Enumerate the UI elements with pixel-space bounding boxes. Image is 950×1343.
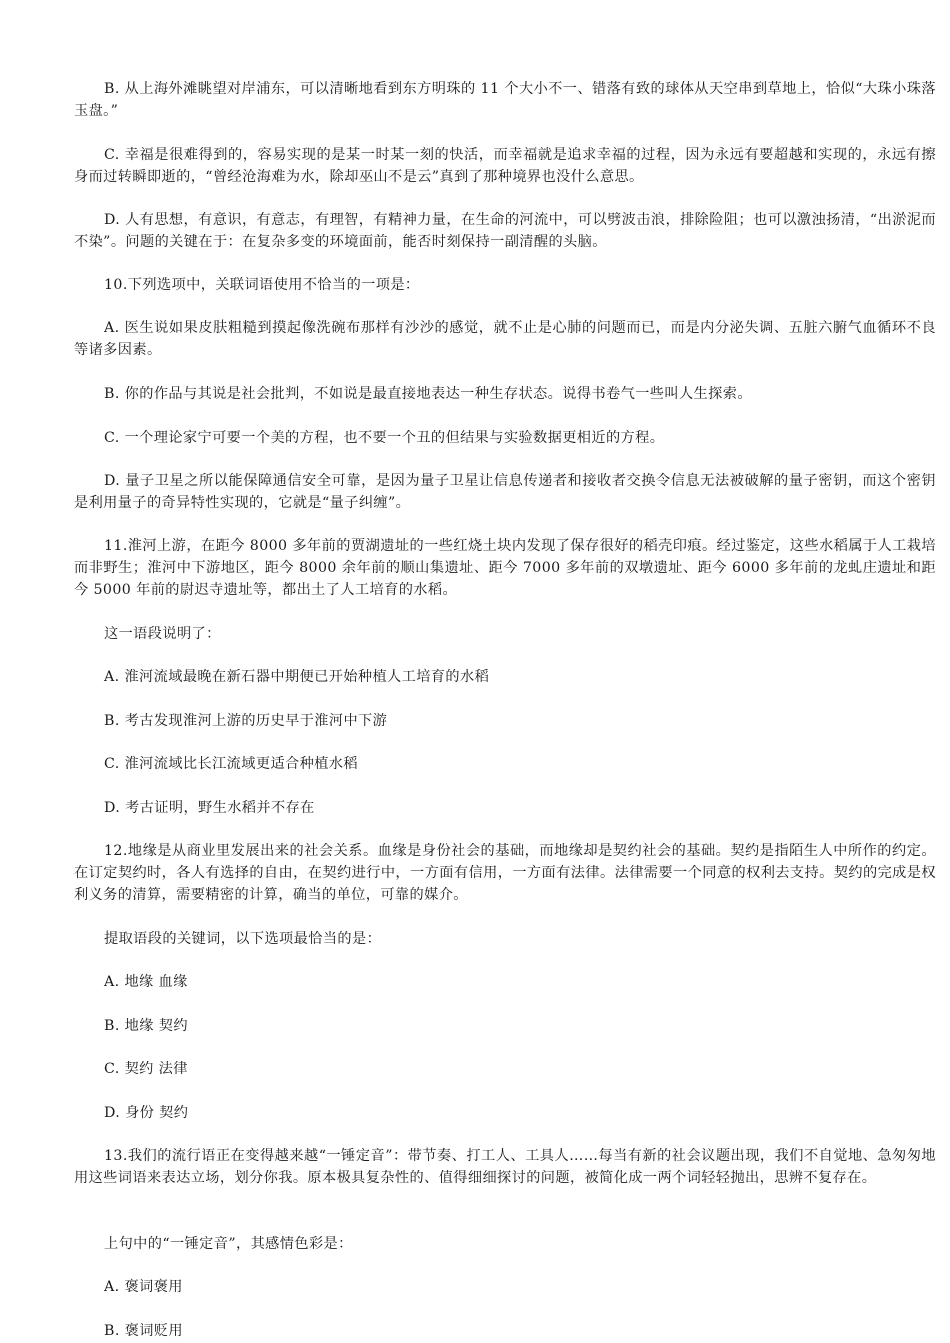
q10-option-d: D. 量子卫星之所以能保障通信安全可靠，是因为量子卫星让信息传递者和接收者交换令信息无法被破解的量子密钥，而这个密钥是利用量子的奇异特性实现的，它就是“量子纠缠”。 (74, 473, 936, 511)
q9-option-c: C. 幸福是很难得到的，容易实现的是某一时某一刻的快活，而幸福就是追求幸福的过程，因为永远有要超越和实现的，永远有擦身而过转瞬即逝的，“曾经沧海难为水，除却巫山不是云”真到了那种境界也没什么意思。 (74, 147, 936, 185)
q11-option-a: A. 淮河流域最晚在新石器中期便已开始种植人工培育的水稻 (104, 669, 490, 685)
q11-option-c: C. 淮河流域比长江流域更适合种植水稻 (104, 756, 358, 772)
q12-option-b: B. 地缘 契约 (104, 1018, 188, 1034)
q13-question: 上句中的“一锤定音”，其感情色彩是： (104, 1236, 353, 1252)
q10-option-c: C. 一个理论家宁可要一个美的方程，也不要一个丑的但结果与实验数据更相近的方程。 (104, 430, 665, 446)
q12-option-d: D. 身份 契约 (104, 1105, 189, 1121)
q11-question: 这一语段说明了： (104, 626, 221, 642)
q11-stem: 11.淮河上游，在距今 8000 多年前的贾湖遗址的一些红烧土块内发现了保存很好的稻壳印痕。经过鉴定，这些水稻属于人工栽培而非野生；淮河中下游地区，距今 8000 余年前的顺山集遗址、距今 7000 多年前的双墩遗址、距今 6000 多年前的龙虬庄遗址和距今 5000 年前的尉迟寺遗址等，都出土了人工培育的水稻。 (74, 538, 936, 598)
q12-option-a: A. 地缘 血缘 (104, 974, 188, 990)
q12-option-c: C. 契约 法律 (104, 1061, 188, 1077)
q10-option-b: B. 你的作品与其说是社会批判，不如说是最直接地表达一种生存状态。说得书卷气一些叫人生探索。 (104, 386, 752, 402)
q13-option-a: A. 褒词褒用 (104, 1279, 183, 1295)
q12-stem: 12.地缘是从商业里发展出来的社会关系。血缘是身份社会的基础，而地缘却是契约社会的基础。契约是指陌生人中所作的约定。在订定契约时，各人有选择的自由，在契约进行中，一方面有信用，一方面有法律。法律需要一个同意的权利去支持。契约的完成是权利义务的清算，需要精密的计算，确当的单位，可靠的媒介。 (74, 843, 936, 903)
q11-option-b: B. 考古发现淮河上游的历史早于淮河中下游 (104, 713, 388, 729)
q13-stem: 13.我们的流行语正在变得越来越“一锤定音”：带节奏、打工人、工具人……每当有新的社会议题出现，我们不自觉地、急匆匆地用这些词语来表达立场，划分你我。原本极具复杂性的、值得细细探讨的问题，被简化成一两个词轻轻抛出，思辨不复存在。 (74, 1148, 936, 1186)
q9-option-d: D. 人有思想，有意识，有意志，有理智，有精神力量，在生命的河流中，可以劈波击浪，排除险阻；也可以激浊扬清，“出淤泥而不染”。问题的关键在于：在复杂多变的环境面前，能否时刻保持一副清醒的头脑。 (74, 212, 936, 250)
q10-stem: 10.下列选项中，关联词语使用不恰当的一项是： (104, 277, 420, 293)
q13-option-b: B. 褒词贬用 (104, 1323, 183, 1339)
q9-option-b: B. 从上海外滩眺望对岸浦东，可以清晰地看到东方明珠的 11 个大小不一、错落有致的球体从天空串到草地上，恰似“大珠小珠落玉盘。” (74, 81, 936, 119)
q12-question: 提取语段的关键词，以下选项最恰当的是： (104, 931, 382, 947)
q11-option-d: D. 考古证明，野生水稻并不存在 (104, 800, 315, 816)
q10-option-a: A. 医生说如果皮肤粗糙到摸起像洗碗布那样有沙沙的感觉，就不止是心肺的问题而已，而是内分泌失调、五脏六腑气血循环不良等诸多因素。 (74, 320, 936, 358)
